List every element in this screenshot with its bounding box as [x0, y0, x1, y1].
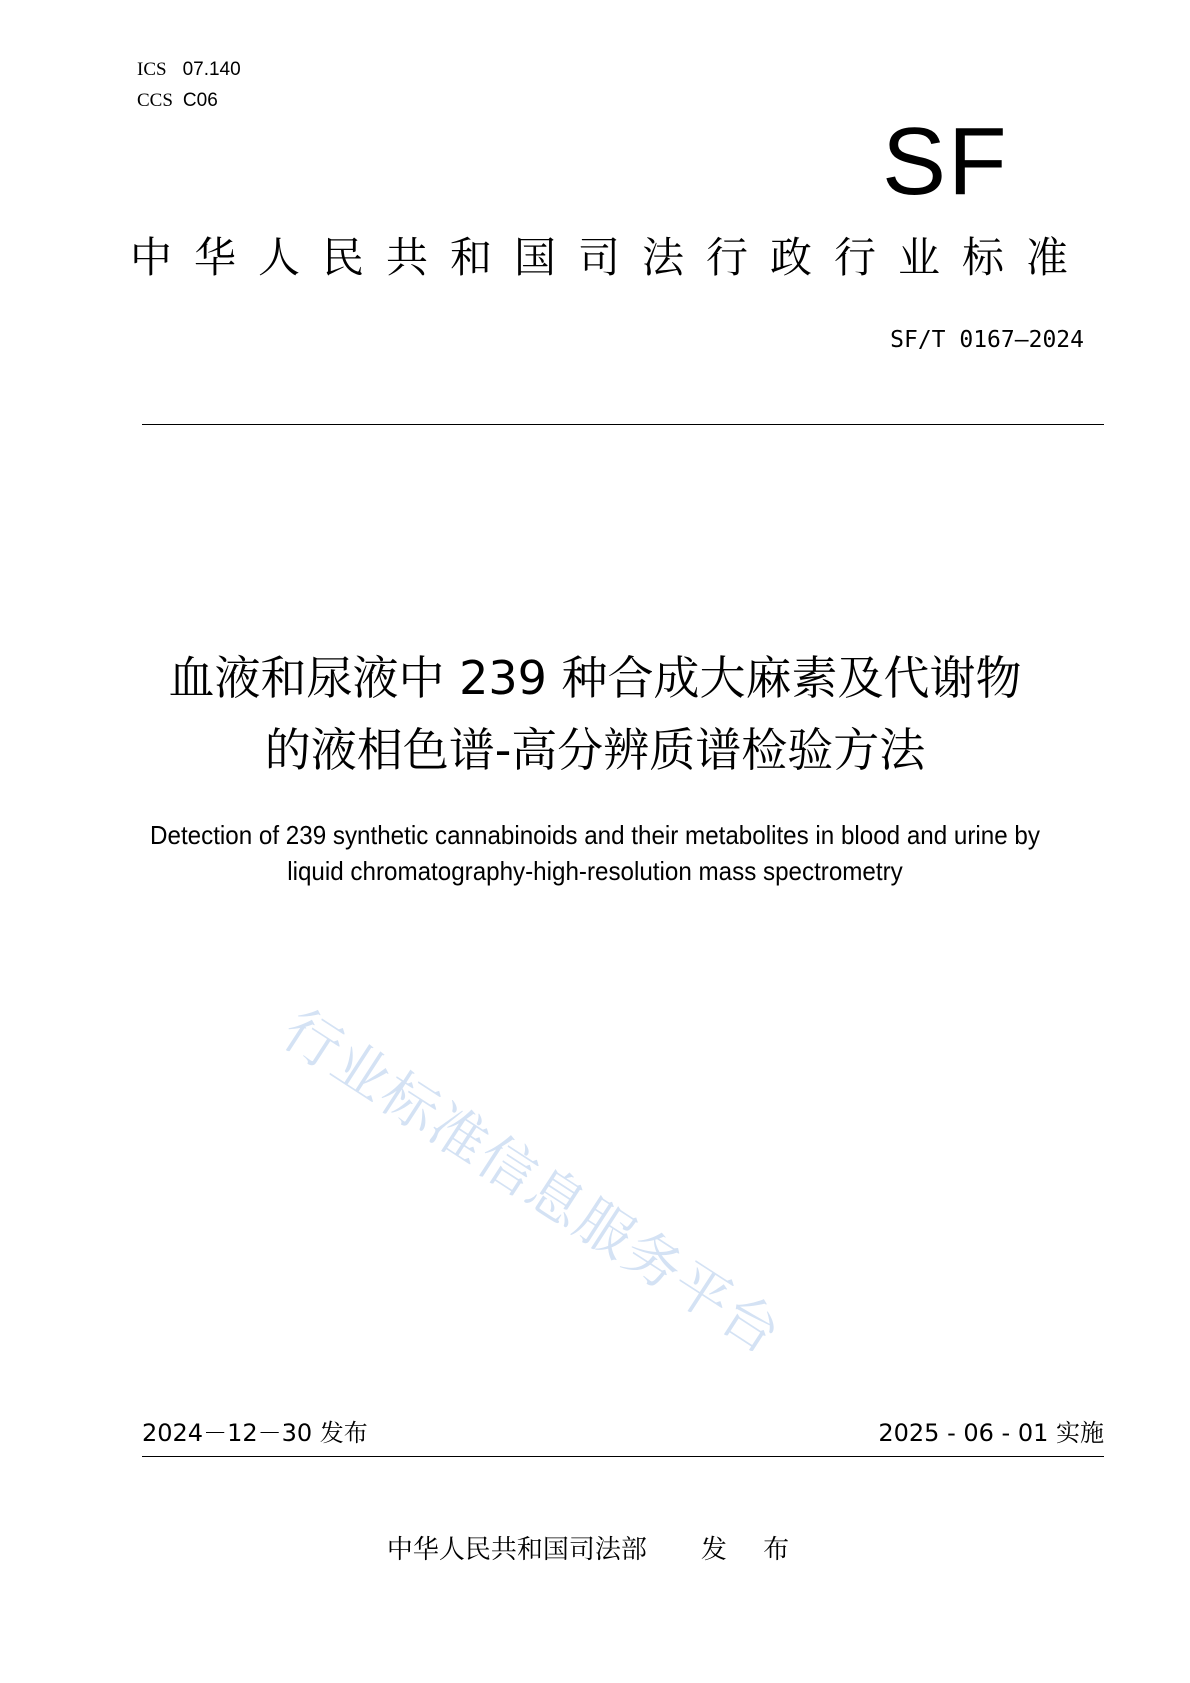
ccs-code — [137, 90, 218, 112]
standard-number: SF/T 0167—2024 — [890, 327, 1084, 353]
ics-code — [137, 59, 241, 81]
english-title-line-2: liquid chromatography-high-resolution mass spectrometry — [287, 856, 903, 886]
chinese-title-line-1: 血液和尿液中 239 种合成大麻素及代谢物 — [168, 651, 1022, 705]
ccs-value: C06 — [182, 90, 218, 111]
english-title-line-1: Detection of 239 synthetic cannabinoids and their metabolites in blood and urine by — [150, 820, 1040, 850]
standard-category-title: 中华人民共和国司法行政行业标准 — [130, 233, 1091, 282]
publisher-name: 中华人民共和国司法部 — [386, 1535, 647, 1565]
ics-label: ICS — [137, 59, 167, 80]
sf-logo: SF — [882, 108, 1009, 215]
chinese-title-line-2: 的液相色谱-高分辨质谱检验方法 — [264, 723, 926, 777]
ccs-label: CCS — [137, 90, 173, 111]
ics-value: 07.140 — [182, 59, 241, 80]
header-divider — [142, 424, 1104, 425]
watermark: 行业标准信息服务平台 — [271, 997, 794, 1368]
publisher-line — [0, 1533, 1190, 1567]
issue-date: 2024－12－30 发布 — [142, 1419, 368, 1447]
issued-label: 发 布 — [700, 1535, 804, 1565]
footer-divider — [142, 1456, 1104, 1457]
effective-date: 2025 - 06 - 01 实施 — [878, 1419, 1104, 1447]
